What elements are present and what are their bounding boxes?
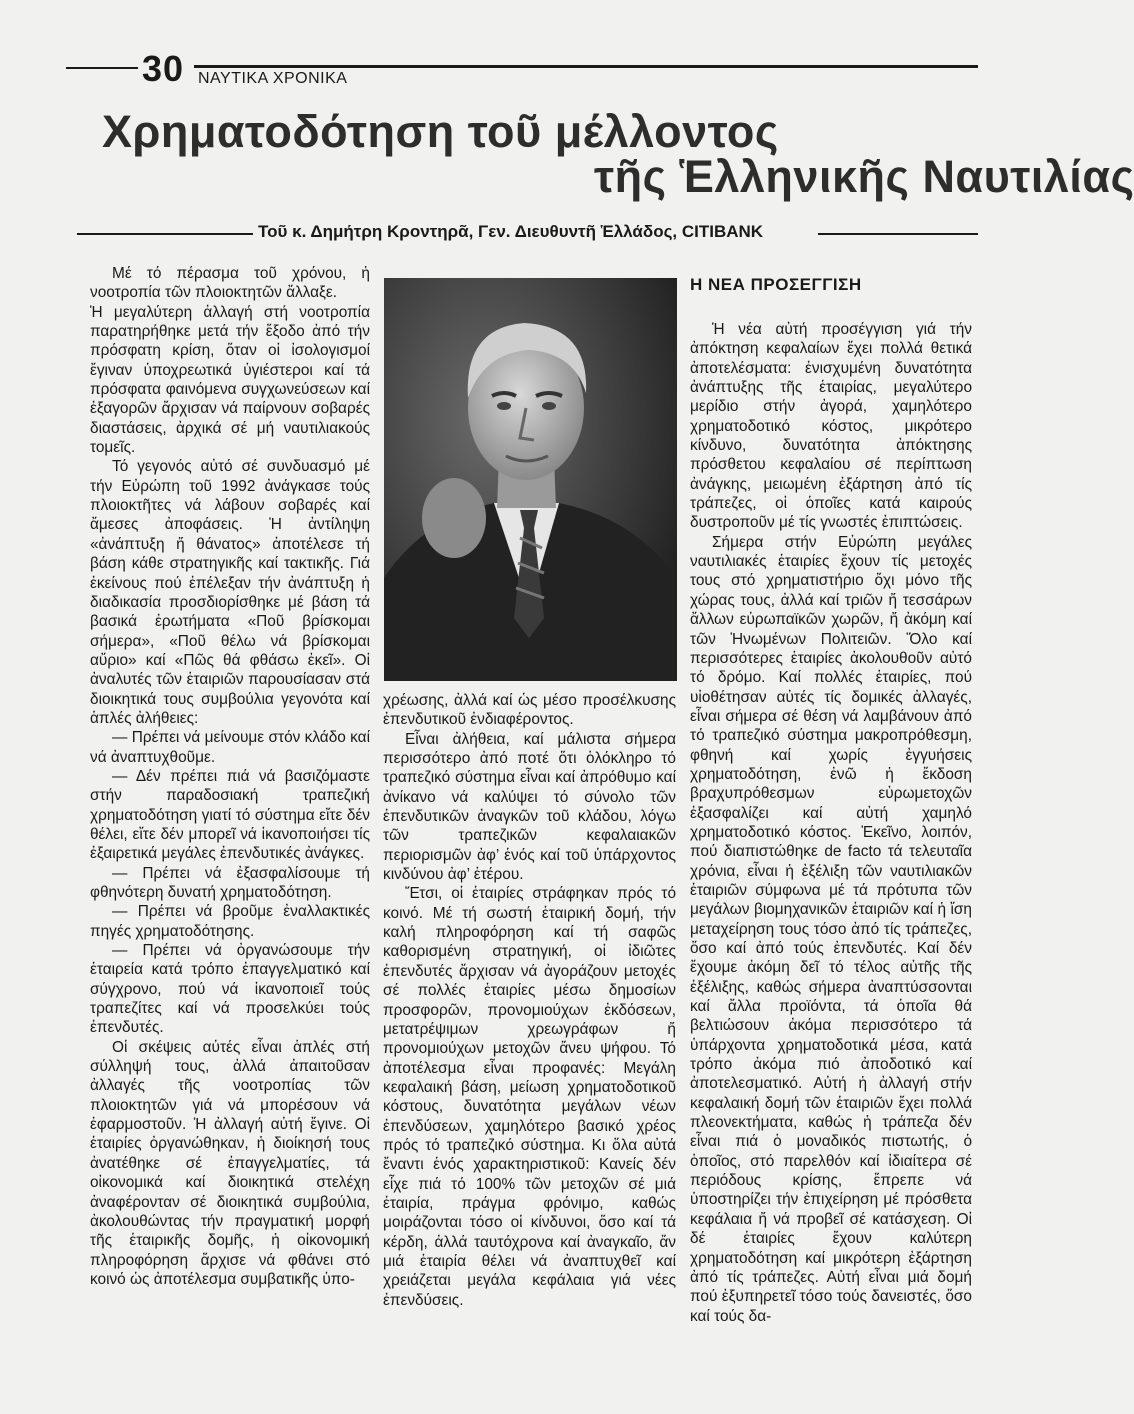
magazine-name: ΝΑΥΤΙΚΑ ΧΡΟΝΙΚΑ [198,70,348,87]
portrait-photo [384,278,677,681]
header-rule-left [66,67,138,69]
article-title-line2: τῆς Ἑλληνικῆς Ναυτιλίας [594,151,1134,202]
paragraph: Σήμερα στήν Εὐρώπη μεγάλες ναυτιλιακές ἑταιρίες ἔχουν τίς μετοχές τους στό χρηματιστήριο ὄχι μόνο τῆς χώρας τους, ἀλλά καί τριῶν ἤ τεσσάρων ἄλλων εὐρωπαϊκῶν χωρῶν, ἤ ἀκόμη καί τῶν Ἡνωμένων Πολιτειῶν. Ὅλο καί περισσότερες ἑταιρίες ἀκολουθοῦν αὐτό τό δρόμο. Καί πολλές ἑταιρίες, πού υἱοθέτησαν αὐτές τίς δομικές ἀλλαγές, εἶναι σήμερα σέ θέση νά λαμβάνουν ἀπό τό τραπεζικό σύστημα μακροπρόθεσμη, φθηνή καί χωρίς ἐγγυήσεις χρηματοδότηση, ἐνῶ ἡ ἔκδοση βραχυπρόθεσμων εὐρωμετοχῶν ἐξασφαλίζει καί αὐτή χαμηλό χρηματοδοτικό κόστος. Ἐκεῖνο, λοιπόν, πού διαπιστώθηκε de facto τά τελευταῖα χρόνια, εἶναι ἡ ἐξέλιξη τῶν ναυτιλιακῶν ἑταιριῶν σύμφωνα μέ τά πρότυπα τῶν μεγάλων βιομηχανικῶν ἑταιριῶν καί ἡ ἴση μεταχείρηση τους τόσο ἀπό τίς τράπεζες, ὅσο καί ἀπό τούς ἐπενδυτές. Καί δέν ἔχουμε ἀκόμη δεῖ τό τέλος αὐτῆς τῆς ἐξέλιξης, καθώς σήμερα ἀναπτύσσονται καί ἄλλα προϊόντα, τά ὁποῖα θά βελτιώσουν ἀκόμα περισσότερο τά ὑπάρχοντα χρηματοδοτικά μέσα, κατά τρόπο ἀκόμα πιό ἀποδοτικό καί ἀποτελεσματικό. Αὐτή ἡ ἀλλαγή στήν κεφαλαική δομή τῶν ἑταιριῶν ἔχει πολλά πλεονεκτήματα, καθώς ἡ τράπεζα δέν εἶναι πιά ὁ μοναδικός πιστωτής, ὁ ὁποῖος, στό παρελθόν καί ἰδιαίτερα σέ περιόδους κρίσης, ἔπρεπε νά ὑποστηρίζει τήν ἐπιχείρηση μέ πρόσθετα κεφάλαια ἤ νά προβεῖ σέ κατάσχεση. Οἱ δέ ἑταιρίες ἔχουν καλύτερη χρηματοδότηση καί μικρότερη ἐξάρτηση ἀπό τίς τράπεζες. Αὐτή εἶναι μιά δομή πού ἐξυπηρετεῖ τόσο τούς δανειστές, ὅσο καί τούς δα- [690,533,972,1325]
article-title-line1: Χρηματοδότηση τοῦ μέλλοντος [102,106,779,157]
paragraph: Ἡ μεγαλύτερη ἀλλαγή στή νοοτροπία παρατηρήθηκε μετά τήν ἔξοδο ἀπό τήν πρόσφατη κρίση, ὅταν οἱ ἰσολογισμοί ἔγιναν ὑποχρεωτικά ὑγιέστεροι καί τά πρόσφατα φαινόμενα συγχωνεύσεων καί ἐξαγορῶν ἄρχισαν νά παίρνουν σοβαρές διαστάσεις, ἀρχικά σέ μή ναυτιλιακούς τομεῖς. [90,303,370,457]
column-2 [383,691,676,1310]
header-rule-right [194,65,978,68]
paragraph: χρέωσης, ἀλλά καί ὡς μέσο προσέλκυσης ἐπενδυτικοῦ ἐνδιαφέροντος. [383,692,676,729]
paragraph: Μέ τό πέρασμα τοῦ χρόνου, ἡ νοοτροπία τῶν πλοιοκτητῶν ἄλλαξε. [90,265,370,302]
paragraph: — Πρέπει νά ὀργανώσουμε τήν ἑταιρεία κατά τρόπο ἐπαγγελματικό καί σύγχρονο, πού νά ἱκανοποιεῖ τούς τραπεζίτες καί νά προσελκύει τούς ἐπενδυτές. [90,942,370,1037]
paragraph: — Πρέπει νά βροῦμε ἐναλλακτικές πηγές χρηματοδότησης. [90,903,370,940]
column-1 [90,264,370,1289]
portrait-illustration [384,278,677,681]
section-heading: Η ΝΕΑ ΠΡΟΣΕΓΓΙΣΗ [690,275,862,294]
column-3 [690,320,972,1326]
paragraph: — Δέν πρέπει πιά νά βασιζόμαστε στήν παραδοσιακή τραπεζική χρηματοδότηση γιατί τό σύστημα εἴτε δέν θέλει, εἴτε δέν μπορεῖ νά ἱκανοποιήσει τίς ἐξαιρετικά μεγάλες ἐπενδυτικές ἀνάγκες. [90,767,370,863]
paragraph: — Πρέπει νά μείνουμε στόν κλάδο καί νά ἀναπτυχθοῦμε. [90,729,370,766]
paragraph: Εἶναι ἀλήθεια, καί μάλιστα σήμερα περισσότερο ἀπό ποτέ ὅτι ὁλόκληρο τό τραπεζικό σύστημα εἶναι καί ἀπρόθυμο καί ἀνίκανο νά καλύψει τό σύνολο τῶν ἐπενδυτικῶν ἀναγκῶν τοῦ κλάδου, λόγω τῶν τραπεζικῶν κεφαλαιακῶν περιορισμῶν ἀφ’ ἑνός καί τοῦ ὑπάρχοντος κινδύνου ἀφ’ ἑτέρου. [383,730,676,884]
byline-rule-left [77,233,253,235]
paragraph: — Πρέπει νά ἐξασφαλίσουμε τή φθηνότερη δυνατή χρηματοδότηση. [90,864,370,901]
paragraph: Τό γεγονός αὐτό σέ συνδυασμό μέ τήν Εὐρώπη τοῦ 1992 ἀνάγκασε τούς πλοιοκτῆτες νά λάβουν σοβαρές καί ἄμεσες ἀποφάσεις. Ἡ ἀντίληψη «ἀνάπτυξη ἤ θάνατος» ἀποτέλεσε τή βάση κάθε στρατηγικῆς καί τακτικῆς. Γιά ἐκείνους πού ἐπέλεξαν τήν ἀνάπτυξη ἡ διαδικασία προσδιορίσθηκε μέ βάση τά βασικά ἐρωτήματα «Ποῦ βρίσκομαι σήμερα», «Ποῦ θέλω νά βρίσκομαι αὔριο» καί «Πῶς θά φθάσω ἐκεῖ». Οἱ ἀναλυτές τῶν ἑταιριῶν παρουσίασαν στά διοικητικά τους συμβούλια γεγονότα καί ἁπλές ἀλήθειες: [90,458,370,727]
paragraph: Ἡ νέα αὐτή προσέγγιση γιά τήν ἀπόκτηση κεφαλαίων ἔχει πολλά θετικά ἀποτελέσματα: ἐνισχυμένη δυνατότητα ἀνάπτυξης τῆς ἑταιρίας, μεγαλύτερο μερίδιο στήν ἀγορά, χαμηλότερο χρηματοδοτικό κόστος, μικρότερο κίνδυνο, δυνατότητα ἀπόκτησης πρόσθετου κεφαλαίου σέ περίπτωση ἀνάγκης, μειωμένη ἐξάρτηση ἀπό τίς τράπεζες, οἱ ὁποῖες κατά καιρούς δυστροποῦν μέ τίς γνωστές ἐπιπτώσεις. [690,321,972,532]
byline-rule-right [818,233,978,235]
paragraph: Οἱ σκέψεις αὐτές εἶναι ἁπλές στή σύλληψή τους, ἀλλά ἀπαιτοῦσαν ἀλλαγές τῆς νοοτροπίας τῶν πλοιοκτητῶν γιά νά μπορέσουν νά ἐφαρμοστοῦν. Ἡ ἀλλαγή αὐτή ἔγινε. Οἱ ἑταιρίες ὀργανώθηκαν, ἡ διοίκησή τους ἀνατέθηκε σέ ἐπαγγελματίες, τά οἰκονομικά καί διοικητικά στελέχη ἀναφέρονταν σέ διοικητικά συμβούλια, ἀκολουθώντας τήν πραγματική μορφή τῆς ἑταιρικῆς δομῆς, ἡ οἰκονομική πληροφόρηση ἄρχισε νά φθάνει στό κοινό ὡς ἀποτέλεσμα συμβατικῆς ὑπο- [90,1038,370,1288]
byline: Τοῦ κ. Δημήτρη Κροντηρᾶ, Γεν. Διευθυντῆ Ἑλλάδος, CITIBANK [258,222,764,241]
paragraph: Ἔτσι, οἱ ἑταιρίες στράφηκαν πρός τό κοινό. Μέ τή σωστή ἑταιρική δομή, τήν καλή πληροφόρηση καί τή σαφῶς καθορισμένη στρατηγική, οἱ ἰδιῶτες ἐπενδυτές ἄρχισαν νά ἀγοράζουν μετοχές σέ πολλές ἑταιρίες μέσω δημοσίων προσφορῶν, προνομιούχων ἐκδόσεων, μετατρέψιμων χρεωγράφων ἤ προνομιούχων μετοχῶν ἄνευ ψήφου. Τό ἀποτέλεσμα εἶναι προφανές: Μεγάλη κεφαλαική βάση, μείωση χρηματοδοτικοῦ κόστους, δυνατότητα μεγάλων νέων ἐπενδύσεων, χαμηλότερο βασικό χρέος πρός τό τραπεζικό σύστημα. Κι ὅλα αὐτά ἔναντι ἑνός χαρακτηριστικοῦ: Κανείς δέν εἶχε πιά τό 100% τῶν μετοχῶν σέ μιά ἑταιρία, πράγμα φρόνιμο, καθώς μοιράζονται τόσο οἱ κίνδυνοι, ὅσο καί τά κέρδη, ἀλλά ταυτόχρονα καί ἀναγκαῖο, ἄν μιά ἑταιρία θέλει νά ἀναπτυχθεῖ καί χρειάζεται μεγάλα κεφάλαια γιά νέες ἐπενδύσεις. [383,885,676,1309]
page-number: 30 [142,48,185,89]
